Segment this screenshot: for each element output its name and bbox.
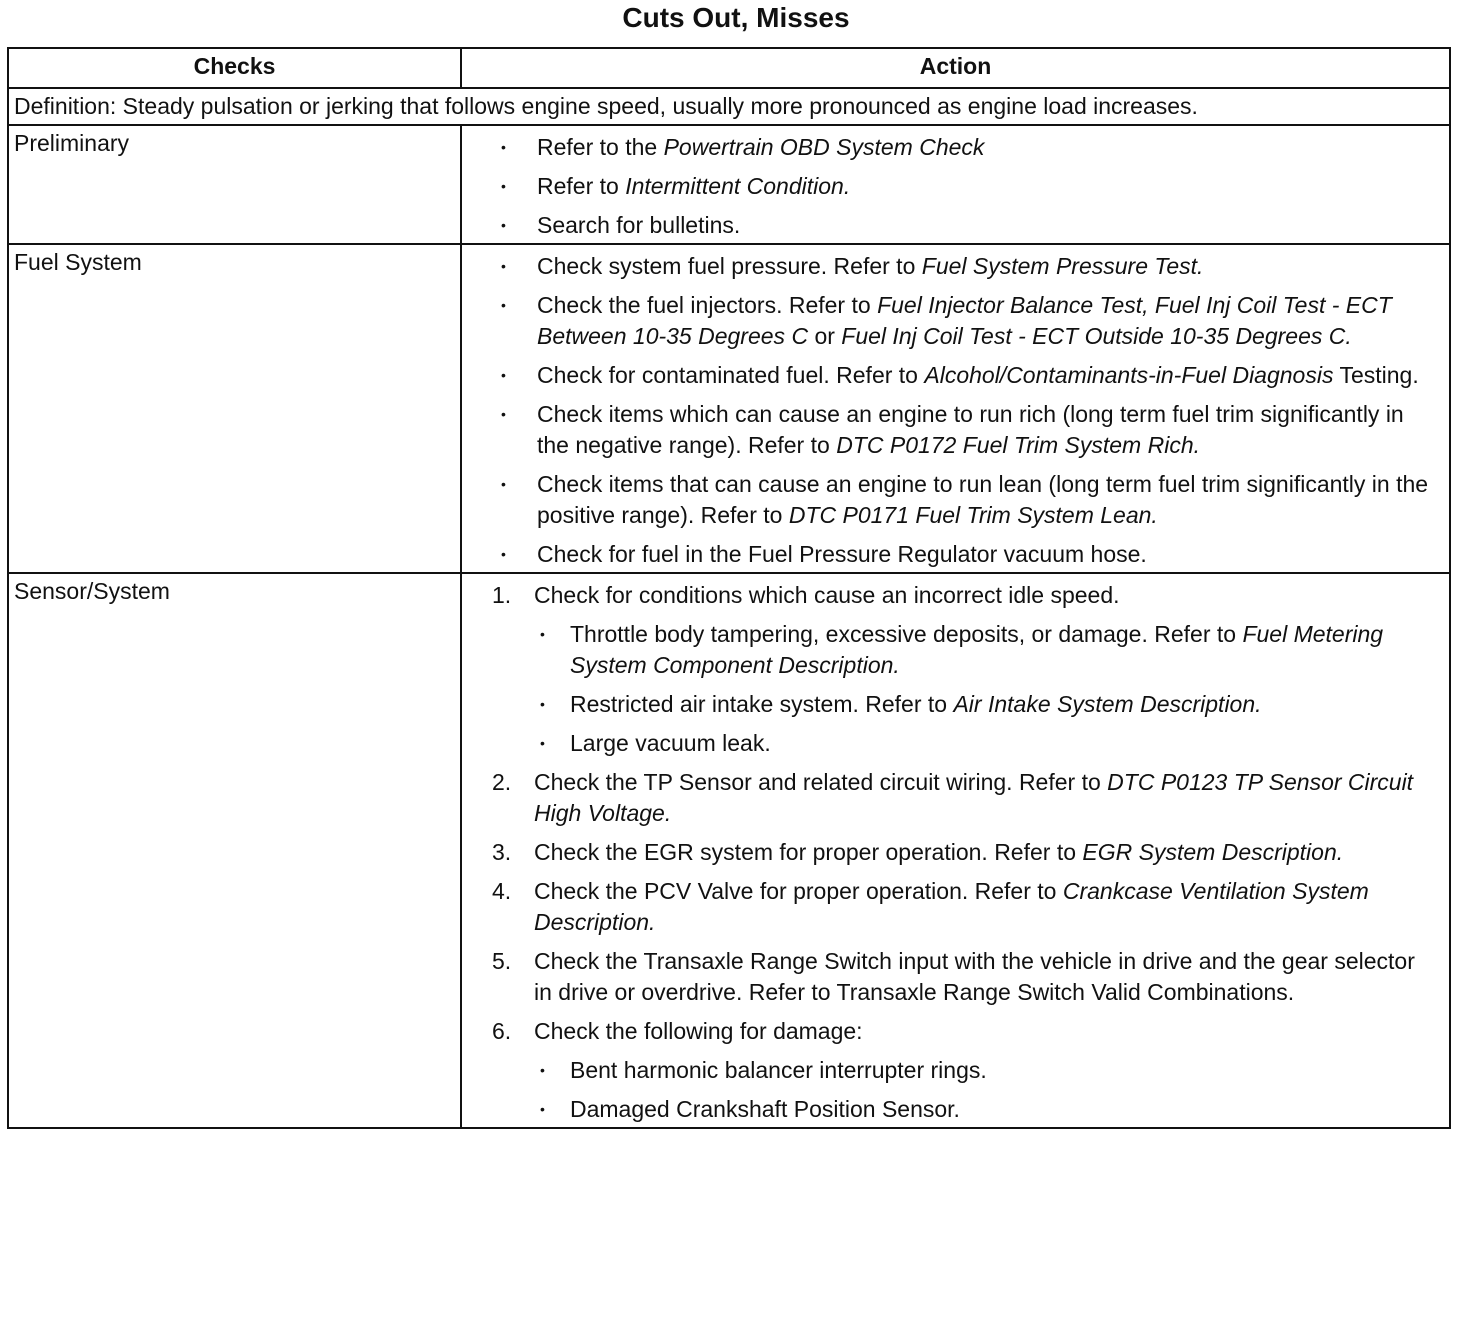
check-fuel-system: Fuel System (8, 244, 461, 573)
definition-row (8, 88, 1450, 125)
diagnostic-table (7, 47, 1451, 1129)
checks-header: Checks (8, 48, 461, 88)
list-item: • Check items that can cause an engine to run lean (long term fuel trim significantly in the positive range). Refer to DTC P0171 Fuel Trim System Lean. (495, 469, 1435, 531)
list-item: • Throttle body tampering, excessive deposits, or damage. Refer to Fuel Metering System Component Description. (534, 619, 1435, 681)
table-row (8, 244, 1450, 573)
check-preliminary: Preliminary (8, 125, 461, 244)
definition-text: Definition: Steady pulsation or jerking that follows engine speed, usually more pronounced as engine load increases. (8, 88, 1450, 125)
list-item: • Check items which can cause an engine to run rich (long term fuel trim significantly in the negative range). Refer to DTC P0172 Fuel Trim System Rich. (495, 399, 1435, 461)
list-item: • Bent harmonic balancer interrupter rings. (534, 1055, 1435, 1086)
table-row (8, 125, 1450, 244)
list-item: • Damaged Crankshaft Position Sensor. (534, 1094, 1435, 1125)
action-cell (461, 125, 1450, 244)
list-item: 1. Check for conditions which cause an incorrect idle speed. • Throttle body tampering, excessive deposits, or damage. Refer to Fuel Metering System Component Description. • Restricted air intake system. Refer to Air Intake System Description. • Large vacuum leak. (492, 580, 1435, 759)
list-item: • Check system fuel pressure. Refer to Fuel System Pressure Test. (495, 251, 1435, 282)
list-item: 3. Check the EGR system for proper operation. Refer to EGR System Description. (492, 839, 1344, 865)
header-row (8, 48, 1450, 88)
list-item: • Refer to Intermittent Condition. (495, 171, 1435, 202)
list-item: • Restricted air intake system. Refer to Air Intake System Description. (534, 689, 1435, 720)
list-item: • Search for bulletins. (495, 210, 1435, 241)
page-title: Cuts Out, Misses (622, 2, 850, 33)
list-item: 2. Check the TP Sensor and related circuit wiring. Refer to DTC P0123 TP Sensor Circuit High Voltage. (492, 769, 1414, 826)
action-cell (461, 573, 1450, 1128)
list-item: 4. Check the PCV Valve for proper operation. Refer to Crankcase Ventilation System Description. (492, 878, 1369, 935)
table-row (8, 573, 1450, 1128)
list-item: 6. Check the following for damage: • Bent harmonic balancer interrupter rings. • Damaged Crankshaft Position Sensor. (492, 1016, 1435, 1125)
list-item: • Check for fuel in the Fuel Pressure Regulator vacuum hose. (495, 539, 1435, 570)
check-sensor-system: Sensor/System (8, 573, 461, 1128)
list-item: • Check for contaminated fuel. Refer to Alcohol/Contaminants-in-Fuel Diagnosis Testing. (495, 360, 1435, 391)
action-header: Action (461, 48, 1450, 88)
list-item: • Check the fuel injectors. Refer to Fuel Injector Balance Test, Fuel Inj Coil Test - ECT Between 10-35 Degrees C or Fuel Inj Coil Test - ECT Outside 10-35 Degrees C. (495, 290, 1435, 352)
action-cell (461, 244, 1450, 573)
list-item: • Refer to the Powertrain OBD System Check (495, 132, 1435, 163)
list-item: 5. Check the Transaxle Range Switch input with the vehicle in drive and the gear selector in drive or overdrive. Refer to Transaxle Range Switch Valid Combinations. (492, 948, 1415, 1005)
list-item: • Large vacuum leak. (534, 728, 1435, 759)
